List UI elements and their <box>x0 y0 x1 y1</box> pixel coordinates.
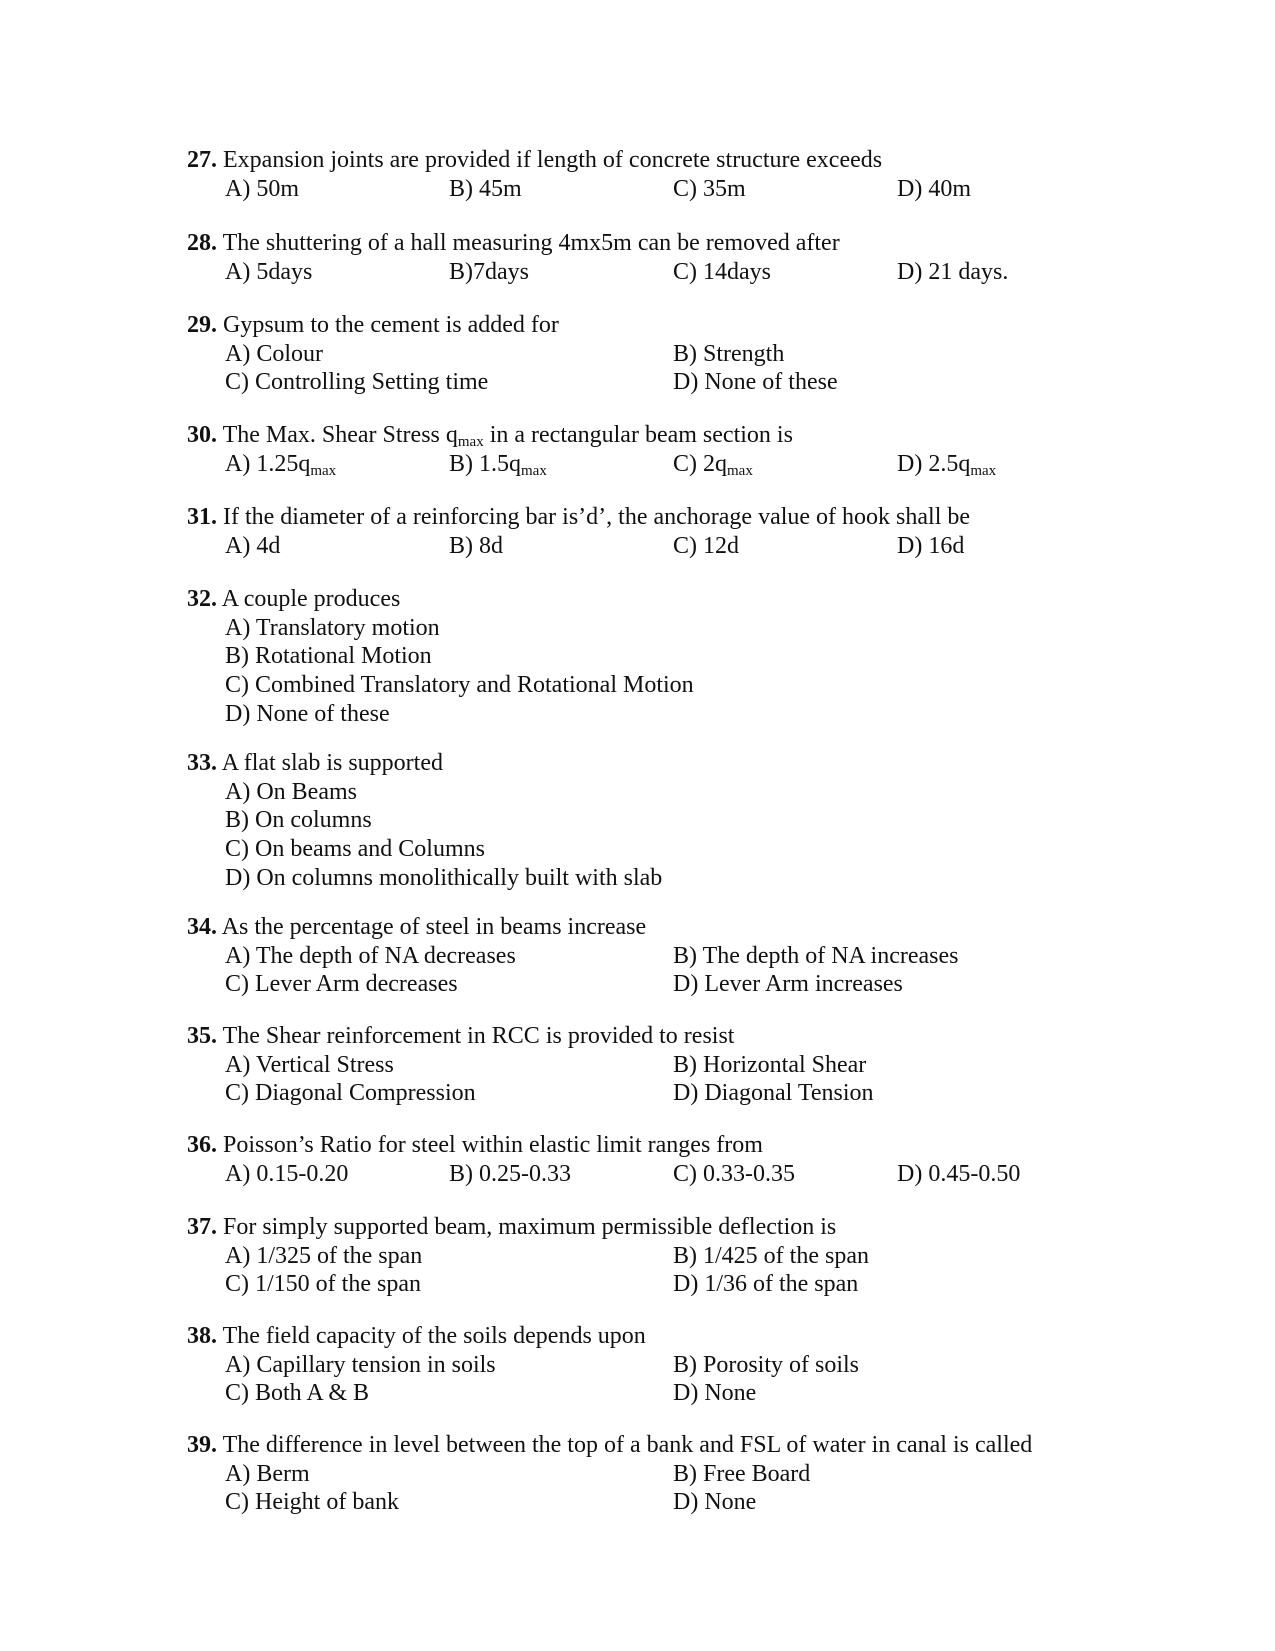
question-27 <box>187 146 1127 203</box>
option-a: A) Capillary tension in soils <box>225 1351 496 1378</box>
question-28 <box>187 229 1127 286</box>
option-d: D) On columns monolithically built with slab <box>225 864 663 891</box>
options <box>225 1460 1127 1517</box>
question-stem <box>187 311 1127 340</box>
option-c: C) Diagonal Compression <box>225 1080 476 1107</box>
question-32 <box>187 585 1127 728</box>
question-stem <box>187 913 1127 942</box>
question-stem <box>187 585 1127 614</box>
question-31 <box>187 503 1127 560</box>
option-d: D) None <box>673 1489 757 1516</box>
question-stem <box>187 1022 1127 1051</box>
options <box>225 1242 1127 1299</box>
options <box>225 1051 1127 1108</box>
option-a: A) Colour <box>225 340 323 367</box>
option-b: B) 8d <box>449 532 503 559</box>
question-number: 29. <box>187 312 217 338</box>
question-stem <box>187 1213 1127 1242</box>
options <box>225 175 1127 204</box>
option-d: D) 16d <box>897 532 965 559</box>
option-d: D) Lever Arm increases <box>673 971 903 998</box>
question-text: As the percentage of steel in beams increase <box>221 914 647 940</box>
option-b: B) Horizontal Shear <box>673 1051 867 1078</box>
question-text: If the diameter of a reinforcing bar is’d’, the anchorage value of hook shall be <box>223 504 971 530</box>
option-c: C) Controlling Setting time <box>225 369 489 396</box>
question-number: 30. <box>187 422 217 448</box>
question-stem <box>187 146 1127 175</box>
question-text: Poisson’s Ratio for steel within elastic limit ranges from <box>223 1132 763 1158</box>
question-number: 32. <box>187 586 217 612</box>
option-d: D) 0.45-0.50 <box>897 1160 1021 1187</box>
question-text: A flat slab is supported <box>221 750 443 776</box>
question-number: 34. <box>187 914 217 940</box>
question-text: For simply supported beam, maximum permissible deflection is <box>223 1214 837 1240</box>
question-number: 39. <box>187 1432 217 1458</box>
option-d: D) Diagonal Tension <box>673 1080 874 1107</box>
question-37 <box>187 1213 1127 1299</box>
option-a: A) Vertical Stress <box>225 1051 394 1078</box>
question-stem <box>187 749 1127 778</box>
question-text: The difference in level between the top of a bank and FSL of water in canal is called <box>222 1432 1033 1458</box>
question-39 <box>187 1431 1127 1517</box>
question-text: The Shear reinforcement in RCC is provided to resist <box>222 1023 735 1049</box>
question-number: 38. <box>187 1323 217 1349</box>
question-number: 36. <box>187 1132 217 1158</box>
options <box>225 450 1127 479</box>
option-d: D) 21 days. <box>897 258 1009 285</box>
question-29 <box>187 311 1127 397</box>
option-d: D) None of these <box>673 369 838 396</box>
option-d: D) None <box>673 1380 757 1407</box>
option-b: B) $1.5q_{max}$ <box>449 450 547 479</box>
option-a: A) 5days <box>225 258 313 285</box>
question-30 <box>187 421 1127 478</box>
question-text: Expansion joints are provided if length of concrete structure exceeds <box>223 147 883 173</box>
options <box>225 258 1127 287</box>
option-b: B) The depth of NA increases <box>673 942 959 969</box>
option-b: B) Rotational Motion <box>225 643 432 670</box>
option-a: A) 0.15-0.20 <box>225 1160 349 1187</box>
option-a: A) Berm <box>225 1460 310 1487</box>
option-c: C) Height of bank <box>225 1489 399 1516</box>
option-a: A) The depth of NA decreases <box>225 942 516 969</box>
question-33 <box>187 749 1127 892</box>
options <box>225 1351 1127 1408</box>
option-d: D) 1/36 of the span <box>673 1271 859 1298</box>
option-c: C) 35m <box>673 175 746 202</box>
option-d: D) $2.5q_{max}$ <box>897 450 997 479</box>
option-c: C) Both A & B <box>225 1380 370 1407</box>
option-a: A) On Beams <box>225 778 357 805</box>
option-b: B) Porosity of soils <box>673 1351 860 1378</box>
option-c: C) 14days <box>673 258 771 285</box>
options <box>225 778 1127 893</box>
option-c: C) 12d <box>673 532 739 559</box>
question-stem <box>187 1431 1127 1460</box>
question-stem <box>187 1322 1127 1351</box>
option-b: B) 1/425 of the span <box>673 1242 869 1269</box>
options <box>225 340 1127 397</box>
option-c: C) 1/150 of the span <box>225 1271 421 1298</box>
options <box>225 614 1127 729</box>
question-text: A couple produces <box>221 586 401 612</box>
option-c: C) 0.33-0.35 <box>673 1160 795 1187</box>
question-number: 31. <box>187 504 217 530</box>
question-stem <box>187 1131 1127 1160</box>
option-b: B) 0.25-0.33 <box>449 1160 571 1187</box>
question-38 <box>187 1322 1127 1408</box>
option-c: C) $2q_{max}$ <box>673 450 753 479</box>
question-35 <box>187 1022 1127 1108</box>
option-d: D) None of these <box>225 700 390 727</box>
option-a: A) 1/325 of the span <box>225 1242 423 1269</box>
question-number: 33. <box>187 750 217 776</box>
option-b: B) On columns <box>225 807 372 834</box>
option-b: B) Free Board <box>673 1460 811 1487</box>
options <box>225 942 1127 999</box>
options <box>225 1160 1127 1189</box>
question-number: 37. <box>187 1214 217 1240</box>
option-a: A) 50m <box>225 175 299 202</box>
question-text: Gypsum to the cement is added for <box>223 312 559 338</box>
question-text: The field capacity of the soils depends upon <box>222 1323 646 1349</box>
option-c: C) Combined Translatory and Rotational Motion <box>225 672 694 699</box>
option-d: D) 40m <box>897 175 971 202</box>
option-a: A) 4d <box>225 532 281 559</box>
question-number: 35. <box>187 1023 217 1049</box>
question-number: 28. <box>187 230 217 256</box>
question-36 <box>187 1131 1127 1188</box>
question-stem <box>187 503 1127 532</box>
question-number: 27. <box>187 147 217 173</box>
option-b: B)7days <box>449 258 529 285</box>
option-c: C) On beams and Columns <box>225 836 485 863</box>
question-34 <box>187 913 1127 999</box>
question-stem <box>187 421 1127 450</box>
question-text: The shuttering of a hall measuring 4mx5m can be removed after <box>222 230 840 256</box>
option-b: B) 45m <box>449 175 522 202</box>
question-stem <box>187 229 1127 258</box>
options <box>225 532 1127 561</box>
option-b: B) Strength <box>673 340 785 367</box>
option-a: A) Translatory motion <box>225 614 440 641</box>
option-c: C) Lever Arm decreases <box>225 971 458 998</box>
option-a: A) $1.25q_{max}$ <box>225 450 337 479</box>
question-text: The Max. Shear Stress $q_{max}$ in a rectangular beam section is <box>222 422 793 450</box>
